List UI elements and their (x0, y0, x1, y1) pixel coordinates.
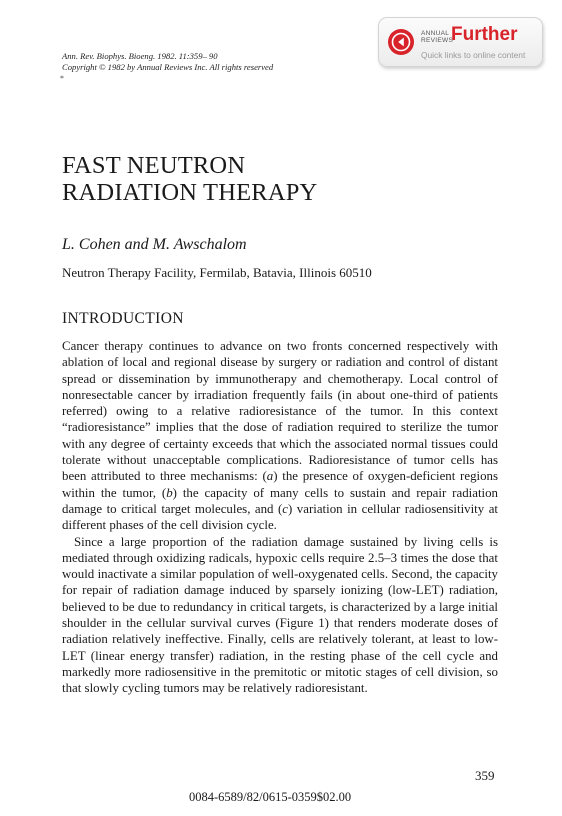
authors: L. Cohen and M. Awschalom (62, 236, 247, 253)
paragraph-1: Cancer therapy continues to advance on two fronts concerned respectively with ablation of local and regional disease by surgery or radiation and control of distant spread or dissemination by immunotherapy and chemotherapy. Local control of nonresectable cancer by irradiation frequently fails (in about one-third of patients referred) owing to a relative radioresistance of the tumor. In this context “radioresistance” implies that the dose of radiation required to sterilize the tumor with any degree of certainty exceeds that which the associated normal tissues could tolerate without unacceptable complications. Radioresistance of tumor cells has been attributed to three mechanisms: (a) the presence of oxygen-deficient regions within the tumor, (b) the capacity of many cells to sustain and repair radiation damage to critical target molecules, and (c) variation in cellular radiosensitivity at different phases of the cell division cycle. (62, 339, 499, 533)
section-heading-introduction: INTRODUCTION (62, 310, 184, 327)
title-line-1: FAST NEUTRON (62, 152, 246, 179)
margin-mark: * (60, 74, 64, 83)
article-title (62, 152, 317, 206)
paragraph-2: Since a large proportion of the radiation damage sustained by living cells is mediated through oxidizing radicals, hypoxic cells require 2.5–3 times the dose that would inactivate a similar population of well-oxygenated cells. Second, the capacity for repair of radiation damage induced by sparsely ionizing (low-LET) radiation, believed to be due to redundancy in critical targets, is characterized by a large initial shoulder in the cellular survival curves (Figure 1) that renders moderate doses of radiation relatively ineffective. Finally, cells are relatively tolerant, at least to low-LET (linear energy transfer) radiation, in the resting phase of the cell cycle and markedly more radiosensitive in the premitotic or mitotic stages of cell division, so that slowly cycling tumors may be relatively radioresistant. (62, 534, 498, 696)
article-code: 0084-6589/82/0615-0359$02.00 (189, 790, 352, 804)
quick-links-label: Quick links to online content (421, 50, 526, 60)
article-body (62, 338, 498, 697)
affiliation: Neutron Therapy Facility, Fermilab, Batavia, Illinois 60510 (62, 265, 372, 280)
further-reviews-badge[interactable] (378, 17, 543, 67)
title-line-2: RADIATION THERAPY (62, 179, 318, 206)
citation-line-1: Ann. Rev. Biophys. Bioeng. 1982. 11:359– 90 (62, 51, 218, 61)
journal-citation (62, 51, 273, 73)
page-number: 359 (475, 768, 495, 783)
play-arrow-icon (388, 29, 414, 55)
copyright-line: Copyright © 1982 by Annual Reviews Inc. All rights reserved (62, 62, 274, 72)
further-label: Further (451, 24, 518, 45)
annual-reviews-wordmark: ANNUAL REVIEWS (421, 30, 454, 44)
